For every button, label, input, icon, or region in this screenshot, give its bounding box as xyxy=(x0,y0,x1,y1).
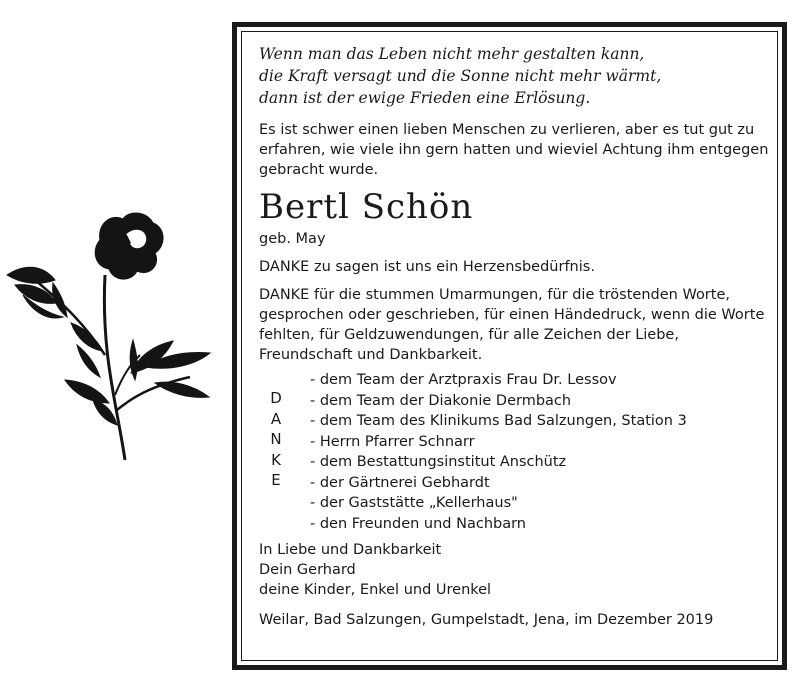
thanks-block xyxy=(259,370,769,532)
vertical-danke xyxy=(261,388,291,491)
poem-line: die Kraft versagt und die Sonne nicht mehr wärmt, xyxy=(259,67,662,85)
list-item: - Herrn Pfarrer Schnarr xyxy=(310,433,475,450)
announcement-frame xyxy=(232,22,787,670)
intro-line: erfahren, wie viele ihn gern hatten und wieviel Achtung ihm entgegen xyxy=(259,142,769,158)
list-item: - dem Team des Klinikums Bad Salzungen, Station 3 xyxy=(310,413,687,429)
poem xyxy=(259,43,769,109)
place-date: Weilar, Bad Salzungen, Gumpelstadt, Jena, im Dezember 2019 xyxy=(259,612,714,628)
danke-paragraph xyxy=(259,285,769,365)
vertical-letter: K xyxy=(271,450,281,469)
announcement-content xyxy=(259,43,769,630)
vertical-letter: D xyxy=(270,389,282,407)
thanks-list xyxy=(310,370,687,534)
list-item: - den Freunden und Nachbarn xyxy=(310,515,526,532)
danke-line: Freundschaft und Dankbarkeit. xyxy=(259,347,483,363)
deceased-name: Bertl Schön xyxy=(259,187,474,227)
closing-line: In Liebe und Dankbarkeit xyxy=(259,542,442,558)
danke-line: DANKE für die stummen Umarmungen, für die tröstenden Worte, xyxy=(259,287,730,303)
vertical-letter: E xyxy=(271,471,281,489)
list-item: - dem Team der Diakonie Dermbach xyxy=(310,392,572,409)
danke-intro: DANKE zu sagen ist uns ein Herzensbedürfnis. xyxy=(259,259,595,275)
intro-line: gebracht wurde. xyxy=(259,162,379,178)
intro-line: Es ist schwer einen lieben Menschen zu verlieren, aber es tut gut zu xyxy=(259,122,755,138)
list-item: - der Gaststätte „Kellerhaus" xyxy=(310,495,518,511)
birth-name: geb. May xyxy=(259,231,326,247)
closing xyxy=(259,540,769,600)
rose-flower-icon xyxy=(5,205,227,465)
intro-text xyxy=(259,120,769,180)
danke-line: gesprochen oder geschrieben, für einen Händedruck, wenn die Worte xyxy=(259,307,765,323)
vertical-letter: N xyxy=(270,430,282,448)
list-item: - dem Bestattungsinstitut Anschütz xyxy=(310,454,567,470)
vertical-letter: A xyxy=(270,409,282,428)
closing-line: Dein Gerhard xyxy=(259,562,356,578)
list-item: - dem Team der Arztpraxis Frau Dr. Lessov xyxy=(310,372,617,388)
closing-line: deine Kinder, Enkel und Urenkel xyxy=(259,582,492,598)
list-item: - der Gärtnerei Gebhardt xyxy=(310,474,490,491)
poem-line: Wenn man das Leben nicht mehr gestalten kann, xyxy=(259,45,645,63)
danke-line: fehlten, für Geldzuwendungen, für alle Zeichen der Liebe, xyxy=(259,327,679,343)
poem-line: dann ist der ewige Frieden eine Erlösung. xyxy=(259,89,591,107)
